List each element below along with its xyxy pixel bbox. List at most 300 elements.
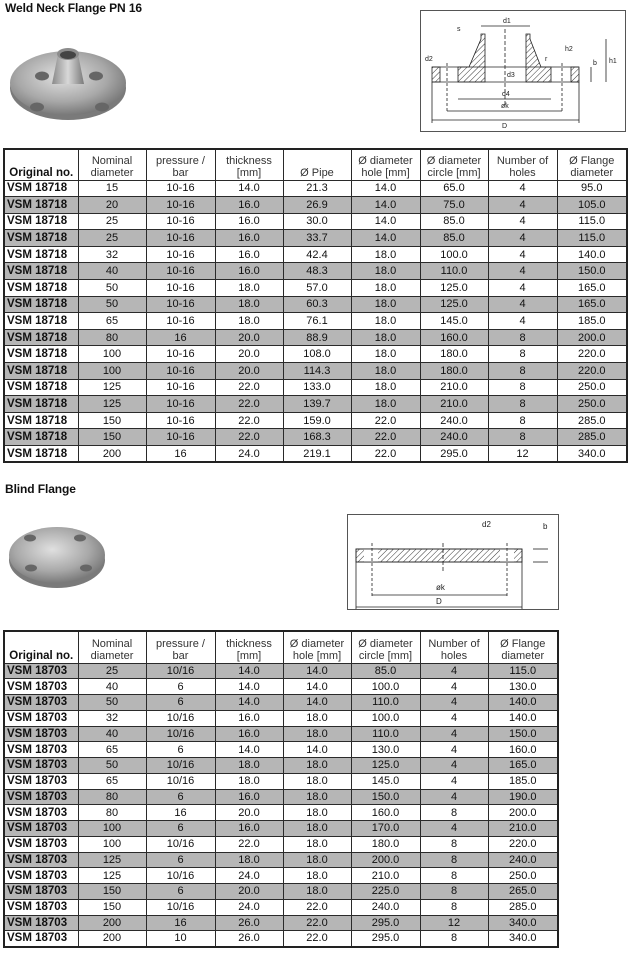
table-row bbox=[4, 230, 627, 247]
table-cell: 22.0 bbox=[215, 836, 283, 852]
table-cell: 22.0 bbox=[215, 396, 283, 413]
table-cell: 18.0 bbox=[283, 710, 351, 726]
table-cell: 100.0 bbox=[420, 246, 488, 263]
column-header bbox=[420, 149, 488, 180]
column-header bbox=[351, 149, 420, 180]
table-cell: 10/16 bbox=[146, 868, 215, 884]
table-cell: 114.3 bbox=[283, 363, 351, 380]
column-header bbox=[78, 631, 146, 663]
table-cell: 240.0 bbox=[420, 412, 488, 429]
svg-text:b: b bbox=[593, 60, 597, 67]
table-cell: 295.0 bbox=[420, 446, 488, 463]
table-row bbox=[4, 773, 558, 789]
table-cell: 140.0 bbox=[488, 695, 558, 711]
table-row bbox=[4, 836, 558, 852]
table-cell: 133.0 bbox=[283, 379, 351, 396]
table-cell: 50 bbox=[78, 280, 146, 297]
original-no-cell: VSM 18703 bbox=[4, 679, 78, 695]
table-row bbox=[4, 789, 558, 805]
original-no-cell: VSM 18703 bbox=[4, 931, 78, 947]
table-cell: 18.0 bbox=[351, 396, 420, 413]
table-cell: 16.0 bbox=[215, 263, 283, 280]
original-no-cell: VSM 18718 bbox=[4, 396, 78, 413]
table-cell: 210.0 bbox=[420, 379, 488, 396]
table-cell: 200.0 bbox=[488, 805, 558, 821]
table-cell: 4 bbox=[420, 695, 488, 711]
table-cell: 42.4 bbox=[283, 246, 351, 263]
table-cell: 10-16 bbox=[146, 346, 215, 363]
table-cell: 18.0 bbox=[283, 852, 351, 868]
table-cell: 20.0 bbox=[215, 346, 283, 363]
table-cell: 25 bbox=[78, 230, 146, 247]
table-cell: 8 bbox=[488, 379, 557, 396]
table-row bbox=[4, 710, 558, 726]
table-cell: 18.0 bbox=[215, 773, 283, 789]
table-cell: 14.0 bbox=[283, 679, 351, 695]
table-cell: 220.0 bbox=[557, 363, 627, 380]
table-cell: 16.0 bbox=[215, 246, 283, 263]
table-cell: 22.0 bbox=[283, 899, 351, 915]
table-cell: 22.0 bbox=[351, 429, 420, 446]
table-cell: 10-16 bbox=[146, 396, 215, 413]
svg-text:D: D bbox=[436, 597, 442, 606]
table-cell: 14.0 bbox=[283, 742, 351, 758]
column-header-line: Ø diameter bbox=[289, 637, 345, 650]
table-cell: 10-16 bbox=[146, 213, 215, 230]
table-cell: 150 bbox=[78, 899, 146, 915]
table-cell: 8 bbox=[420, 931, 488, 947]
table-cell: 80 bbox=[78, 805, 146, 821]
table-cell: 50 bbox=[78, 695, 146, 711]
table-row bbox=[4, 805, 558, 821]
table-cell: 14.0 bbox=[215, 679, 283, 695]
table-cell: 145.0 bbox=[351, 773, 420, 789]
blind-flange-photo-icon bbox=[4, 514, 110, 594]
table-cell: 250.0 bbox=[557, 379, 627, 396]
table-cell: 18.0 bbox=[283, 789, 351, 805]
table-cell: 8 bbox=[420, 836, 488, 852]
table-cell: 10-16 bbox=[146, 296, 215, 313]
table-cell: 8 bbox=[420, 868, 488, 884]
table-cell: 8 bbox=[420, 899, 488, 915]
original-no-cell: VSM 18718 bbox=[4, 379, 78, 396]
table-row bbox=[4, 726, 558, 742]
original-no-cell: VSM 18703 bbox=[4, 663, 78, 679]
table-cell: 180.0 bbox=[351, 836, 420, 852]
table-cell: 190.0 bbox=[488, 789, 558, 805]
table-cell: 65 bbox=[78, 742, 146, 758]
table-cell: 110.0 bbox=[420, 263, 488, 280]
table-cell: 8 bbox=[420, 805, 488, 821]
table-row bbox=[4, 363, 627, 380]
table-cell: 150.0 bbox=[351, 789, 420, 805]
original-no-cell: VSM 18703 bbox=[4, 758, 78, 774]
table-row bbox=[4, 246, 627, 263]
table-cell: 18.0 bbox=[283, 836, 351, 852]
column-header-line: Ø diameter bbox=[426, 154, 482, 167]
table-cell: 18.0 bbox=[351, 296, 420, 313]
table-cell: 100.0 bbox=[351, 710, 420, 726]
original-no-cell: VSM 18703 bbox=[4, 852, 78, 868]
column-header-line bbox=[284, 155, 351, 167]
table-cell: 10-16 bbox=[146, 363, 215, 380]
column-header-line bbox=[5, 638, 78, 650]
svg-text:s: s bbox=[457, 26, 461, 33]
column-header bbox=[488, 149, 557, 180]
table-cell: 18.0 bbox=[351, 329, 420, 346]
table-cell: 8 bbox=[488, 363, 557, 380]
table-cell: 18.0 bbox=[351, 263, 420, 280]
table-cell: 22.0 bbox=[283, 915, 351, 931]
table-cell: 185.0 bbox=[488, 773, 558, 789]
table-cell: 8 bbox=[488, 346, 557, 363]
column-header-line: thickness bbox=[226, 154, 272, 167]
table-cell: 20.0 bbox=[215, 805, 283, 821]
table-cell: 4 bbox=[420, 663, 488, 679]
table-cell: 10-16 bbox=[146, 412, 215, 429]
table-cell: 48.3 bbox=[283, 263, 351, 280]
original-no-cell: VSM 18703 bbox=[4, 899, 78, 915]
table-cell: 105.0 bbox=[557, 197, 627, 214]
table-header-row bbox=[4, 631, 558, 663]
original-no-cell: VSM 18718 bbox=[4, 429, 78, 446]
table-cell: 8 bbox=[488, 412, 557, 429]
table-cell: 20.0 bbox=[215, 329, 283, 346]
svg-text:d2: d2 bbox=[425, 56, 433, 63]
table-cell: 200 bbox=[78, 931, 146, 947]
table-cell: 150.0 bbox=[488, 726, 558, 742]
table-cell: 160.0 bbox=[488, 742, 558, 758]
table-row bbox=[4, 346, 627, 363]
table-cell: 88.9 bbox=[283, 329, 351, 346]
column-header bbox=[351, 631, 420, 663]
table-cell: 14.0 bbox=[215, 742, 283, 758]
svg-text:øk: øk bbox=[436, 583, 445, 592]
table-cell: 18.0 bbox=[351, 246, 420, 263]
column-header bbox=[4, 149, 78, 180]
table-cell: 180.0 bbox=[420, 346, 488, 363]
table-cell: 10-16 bbox=[146, 246, 215, 263]
table-cell: 100 bbox=[78, 821, 146, 837]
table-cell: 265.0 bbox=[488, 884, 558, 900]
table-cell: 16.0 bbox=[215, 710, 283, 726]
table-cell: 125.0 bbox=[420, 296, 488, 313]
table-cell: 10-16 bbox=[146, 379, 215, 396]
original-no-cell: VSM 18703 bbox=[4, 821, 78, 837]
table-cell: 285.0 bbox=[557, 429, 627, 446]
table-cell: 139.7 bbox=[283, 396, 351, 413]
table-cell: 18.0 bbox=[351, 363, 420, 380]
table-cell: 50 bbox=[78, 296, 146, 313]
blind-flange-technical-drawing bbox=[347, 514, 559, 610]
original-no-cell: VSM 18703 bbox=[4, 915, 78, 931]
original-no-cell: VSM 18718 bbox=[4, 180, 78, 197]
table-cell: 18.0 bbox=[215, 758, 283, 774]
table-cell: 26.9 bbox=[283, 197, 351, 214]
table-cell: 168.3 bbox=[283, 429, 351, 446]
original-no-cell: VSM 18718 bbox=[4, 213, 78, 230]
table-cell: 115.0 bbox=[488, 663, 558, 679]
column-header bbox=[78, 149, 146, 180]
table-cell: 115.0 bbox=[557, 230, 627, 247]
column-header-line: diameter bbox=[90, 649, 134, 662]
table-cell: 108.0 bbox=[283, 346, 351, 363]
table-row bbox=[4, 915, 558, 931]
table-cell: 16.0 bbox=[215, 197, 283, 214]
column-header bbox=[215, 149, 283, 180]
table-cell: 65.0 bbox=[420, 180, 488, 197]
blind-flange-section-title: Blind Flange bbox=[5, 482, 76, 496]
table-cell: 18.0 bbox=[283, 726, 351, 742]
table-cell: 170.0 bbox=[351, 821, 420, 837]
table-cell: 12 bbox=[420, 915, 488, 931]
column-header-line: diameter bbox=[501, 649, 545, 662]
table-cell: 160.0 bbox=[351, 805, 420, 821]
table-row bbox=[4, 313, 627, 330]
table-row bbox=[4, 758, 558, 774]
table-row bbox=[4, 412, 627, 429]
table-cell: 150 bbox=[78, 884, 146, 900]
table-row bbox=[4, 379, 627, 396]
table-cell: 125 bbox=[78, 379, 146, 396]
table-cell: 220.0 bbox=[557, 346, 627, 363]
table-cell: 145.0 bbox=[420, 313, 488, 330]
table-cell: 340.0 bbox=[488, 915, 558, 931]
table-cell: 14.0 bbox=[351, 230, 420, 247]
table-cell: 65 bbox=[78, 313, 146, 330]
column-header-line: [mm] bbox=[236, 166, 262, 179]
table-cell: 14.0 bbox=[351, 197, 420, 214]
table-cell: 10/16 bbox=[146, 710, 215, 726]
table-row bbox=[4, 884, 558, 900]
table-cell: 18.0 bbox=[215, 296, 283, 313]
table-cell: 8 bbox=[420, 852, 488, 868]
table-cell: 16.0 bbox=[215, 789, 283, 805]
original-no-cell: VSM 18703 bbox=[4, 726, 78, 742]
table-cell: 30.0 bbox=[283, 213, 351, 230]
blind-flange-spec-table bbox=[3, 630, 559, 948]
table-row bbox=[4, 679, 558, 695]
table-row bbox=[4, 663, 558, 679]
table-cell: 4 bbox=[488, 230, 557, 247]
table-cell: 14.0 bbox=[283, 695, 351, 711]
original-no-cell: VSM 18703 bbox=[4, 773, 78, 789]
table-cell: 18.0 bbox=[351, 346, 420, 363]
table-cell: 4 bbox=[420, 742, 488, 758]
table-cell: 295.0 bbox=[351, 915, 420, 931]
column-header bbox=[146, 149, 215, 180]
table-cell: 110.0 bbox=[351, 726, 420, 742]
table-cell: 4 bbox=[488, 197, 557, 214]
original-no-cell: VSM 18718 bbox=[4, 296, 78, 313]
table-cell: 12 bbox=[488, 446, 557, 463]
table-cell: 285.0 bbox=[557, 412, 627, 429]
column-header-line: Number of bbox=[496, 154, 549, 167]
table-cell: 240.0 bbox=[488, 852, 558, 868]
table-row bbox=[4, 263, 627, 280]
original-no-cell: VSM 18718 bbox=[4, 412, 78, 429]
column-header-line: circle [mm] bbox=[427, 166, 481, 179]
column-header bbox=[215, 631, 283, 663]
column-header-line: diameter bbox=[90, 166, 134, 179]
table-cell: 100 bbox=[78, 346, 146, 363]
table-cell: 140.0 bbox=[557, 246, 627, 263]
table-cell: 115.0 bbox=[557, 213, 627, 230]
table-cell: 4 bbox=[420, 679, 488, 695]
weld-neck-technical-drawing bbox=[420, 10, 626, 132]
table-cell: 21.3 bbox=[283, 180, 351, 197]
table-cell: 10-16 bbox=[146, 230, 215, 247]
table-cell: 76.1 bbox=[283, 313, 351, 330]
table-cell: 165.0 bbox=[557, 280, 627, 297]
column-header bbox=[557, 149, 627, 180]
table-cell: 14.0 bbox=[215, 695, 283, 711]
table-cell: 22.0 bbox=[283, 931, 351, 947]
table-cell: 24.0 bbox=[215, 446, 283, 463]
table-cell: 200 bbox=[78, 915, 146, 931]
table-cell: 10/16 bbox=[146, 663, 215, 679]
table-cell: 340.0 bbox=[488, 931, 558, 947]
table-row bbox=[4, 852, 558, 868]
table-cell: 4 bbox=[420, 821, 488, 837]
table-cell: 80 bbox=[78, 329, 146, 346]
original-no-cell: VSM 18718 bbox=[4, 446, 78, 463]
column-header-line: Ø diameter bbox=[358, 154, 413, 167]
table-cell: 22.0 bbox=[215, 379, 283, 396]
svg-text:d3: d3 bbox=[507, 72, 515, 79]
table-cell: 32 bbox=[78, 246, 146, 263]
table-cell: 18.0 bbox=[283, 821, 351, 837]
table-cell: 14.0 bbox=[215, 663, 283, 679]
original-no-cell: VSM 18703 bbox=[4, 868, 78, 884]
column-header-line: Ø Pipe bbox=[300, 166, 334, 179]
column-header-line: pressure / bbox=[156, 637, 205, 650]
table-cell: 6 bbox=[146, 742, 215, 758]
table-row bbox=[4, 429, 627, 446]
table-row bbox=[4, 868, 558, 884]
table-header-row bbox=[4, 149, 627, 180]
original-no-cell: VSM 18718 bbox=[4, 329, 78, 346]
original-no-cell: VSM 18703 bbox=[4, 884, 78, 900]
table-cell: 6 bbox=[146, 695, 215, 711]
column-header-line: bar bbox=[172, 649, 189, 662]
table-cell: 15 bbox=[78, 180, 146, 197]
table-cell: 18.0 bbox=[283, 758, 351, 774]
column-header-line: circle [mm] bbox=[358, 649, 413, 662]
table-cell: 6 bbox=[146, 852, 215, 868]
table-cell: 4 bbox=[488, 213, 557, 230]
table-row bbox=[4, 695, 558, 711]
table-cell: 16.0 bbox=[215, 213, 283, 230]
table-cell: 185.0 bbox=[557, 313, 627, 330]
svg-text:r: r bbox=[545, 56, 548, 63]
column-header-line: thickness bbox=[226, 637, 272, 650]
column-header-line: Original no. bbox=[9, 649, 74, 662]
table-cell: 26.0 bbox=[215, 915, 283, 931]
column-header-line: pressure / bbox=[156, 154, 205, 167]
table-cell: 110.0 bbox=[351, 695, 420, 711]
table-cell: 210.0 bbox=[351, 868, 420, 884]
table-cell: 40 bbox=[78, 263, 146, 280]
original-no-cell: VSM 18718 bbox=[4, 246, 78, 263]
table-cell: 125.0 bbox=[420, 280, 488, 297]
table-cell: 150 bbox=[78, 429, 146, 446]
table-cell: 4 bbox=[420, 710, 488, 726]
table-row bbox=[4, 296, 627, 313]
table-cell: 240.0 bbox=[420, 429, 488, 446]
table-cell: 18.0 bbox=[351, 280, 420, 297]
table-row bbox=[4, 899, 558, 915]
table-cell: 4 bbox=[488, 246, 557, 263]
table-cell: 10/16 bbox=[146, 899, 215, 915]
table-cell: 150.0 bbox=[557, 263, 627, 280]
original-no-cell: VSM 18703 bbox=[4, 742, 78, 758]
svg-text:D: D bbox=[502, 123, 508, 130]
column-header-line: holes bbox=[440, 649, 468, 662]
table-row bbox=[4, 742, 558, 758]
table-cell: 16 bbox=[146, 805, 215, 821]
weld-neck-section-title: Weld Neck Flange PN 16 bbox=[5, 1, 142, 15]
table-cell: 16.0 bbox=[215, 726, 283, 742]
table-cell: 10-16 bbox=[146, 263, 215, 280]
table-row bbox=[4, 396, 627, 413]
weld-neck-flange-photo-icon bbox=[4, 28, 132, 124]
table-cell: 125 bbox=[78, 396, 146, 413]
table-row bbox=[4, 931, 558, 947]
column-header-line: hole [mm] bbox=[361, 166, 410, 179]
table-row bbox=[4, 197, 627, 214]
table-cell: 100.0 bbox=[351, 679, 420, 695]
original-no-cell: VSM 18703 bbox=[4, 805, 78, 821]
table-cell: 18.0 bbox=[215, 852, 283, 868]
table-cell: 8 bbox=[488, 429, 557, 446]
weld-neck-spec-table bbox=[3, 148, 628, 463]
table-cell: 4 bbox=[420, 773, 488, 789]
original-no-cell: VSM 18718 bbox=[4, 230, 78, 247]
table-cell: 85.0 bbox=[420, 213, 488, 230]
table-cell: 20 bbox=[78, 197, 146, 214]
table-cell: 4 bbox=[488, 296, 557, 313]
table-cell: 18.0 bbox=[283, 884, 351, 900]
column-header-line: Nominal bbox=[91, 154, 133, 167]
table-cell: 4 bbox=[420, 789, 488, 805]
table-cell: 40 bbox=[78, 726, 146, 742]
svg-text:b: b bbox=[543, 522, 548, 531]
table-cell: 6 bbox=[146, 821, 215, 837]
original-no-cell: VSM 18703 bbox=[4, 695, 78, 711]
table-cell: 10-16 bbox=[146, 313, 215, 330]
table-cell: 100 bbox=[78, 836, 146, 852]
column-header-line: diameter bbox=[570, 166, 614, 179]
table-cell: 33.7 bbox=[283, 230, 351, 247]
table-cell: 159.0 bbox=[283, 412, 351, 429]
column-header bbox=[420, 631, 488, 663]
svg-text:d4: d4 bbox=[502, 91, 510, 98]
table-cell: 4 bbox=[488, 263, 557, 280]
table-cell: 18.0 bbox=[283, 773, 351, 789]
table-cell: 40 bbox=[78, 679, 146, 695]
table-cell: 20.0 bbox=[215, 884, 283, 900]
table-cell: 200 bbox=[78, 446, 146, 463]
column-header-line bbox=[5, 155, 78, 167]
table-row bbox=[4, 329, 627, 346]
table-cell: 10-16 bbox=[146, 197, 215, 214]
column-header bbox=[283, 149, 351, 180]
svg-text:h2: h2 bbox=[565, 46, 573, 53]
table-cell: 10-16 bbox=[146, 180, 215, 197]
table-cell: 22.0 bbox=[351, 446, 420, 463]
table-cell: 6 bbox=[146, 679, 215, 695]
